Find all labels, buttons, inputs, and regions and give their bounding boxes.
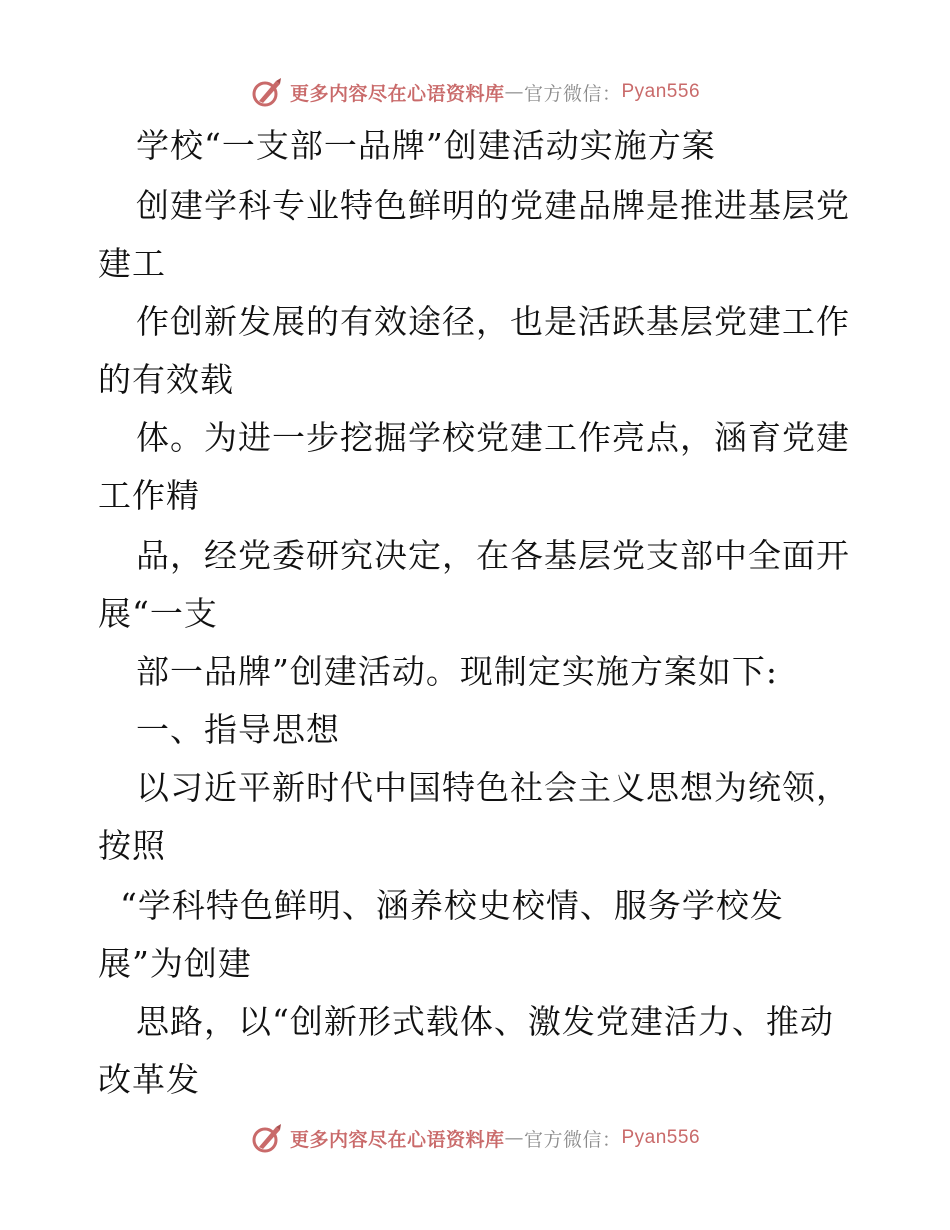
text-line: 按照 [98, 826, 166, 865]
watermark-text: 更多内容尽在心语资料库 [289, 82, 505, 105]
text-line: 品，经党委研究决定，在各基层党支部中全面开 [136, 536, 850, 575]
text-line: 的有效载 [98, 360, 234, 399]
watermark-footer [0, 1118, 950, 1158]
quill-logo-icon [250, 1121, 284, 1155]
text-line: 工作精 [98, 476, 200, 515]
watermark-wechat-label: 官方微信： [523, 82, 622, 105]
watermark-wechat-label: 官方微信： [523, 1128, 622, 1151]
text-line: 体。为进一步挖掘学校党建工作亮点，涵育党建 [136, 418, 850, 457]
watermark-header [0, 72, 950, 112]
text-line: 改革发 [98, 1060, 200, 1099]
text-line: 思路，以“创新形式载体、激发党建活力、推动 [136, 1002, 834, 1041]
section-heading: 一、指导思想 [136, 710, 340, 749]
text-line: 建工 [98, 244, 166, 283]
text-line: 作创新发展的有效途径，也是活跃基层党建工作 [136, 302, 850, 341]
watermark-wechat-id: Pyan556 [621, 81, 701, 102]
text-line: 展”为创建 [98, 944, 252, 983]
text-line: 展“一支 [98, 594, 218, 633]
watermark-dash: — [504, 1127, 524, 1149]
text-line: 以习近平新时代中国特色社会主义思想为统领， [136, 768, 850, 807]
text-line: 部一品牌”创建活动。现制定实施方案如下: [136, 652, 778, 691]
document-title: 学校“一支部一品牌”创建活动实施方案 [136, 126, 716, 165]
quill-logo-icon [250, 75, 284, 109]
watermark-text: 更多内容尽在心语资料库 [289, 1128, 505, 1151]
text-line: “学科特色鲜明、涵养校史校情、服务学校发 [120, 886, 784, 925]
watermark-wechat-id: Pyan556 [621, 1127, 701, 1148]
text-line: 创建学科专业特色鲜明的党建品牌是推进基层党 [136, 186, 850, 225]
watermark-dash: — [504, 81, 524, 103]
